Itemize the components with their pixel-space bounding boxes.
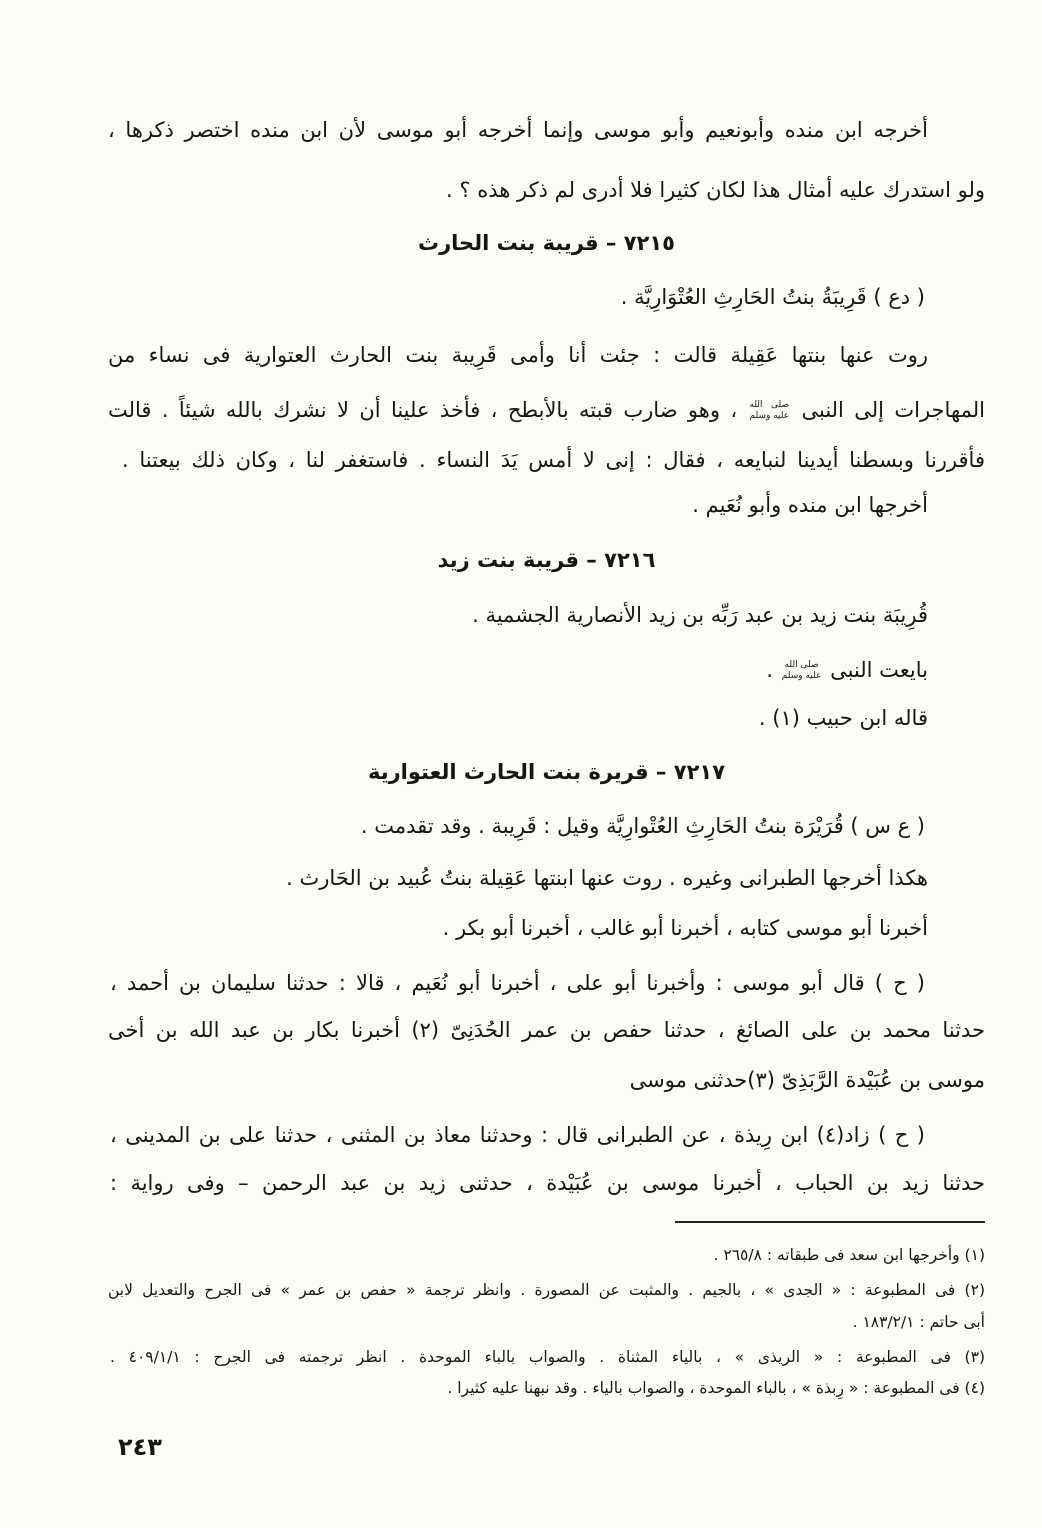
- entry-line: ( ع س ) قُرَيْرَة بنتُ الحَارِثِ العُتْوارِيَّة وقيل : قَرِيبة . وقد تقدمت .: [360, 814, 925, 838]
- footnote-line: أبى حاتم : ١٨٣/٢/١ .: [852, 1313, 985, 1331]
- footnote-line: (٣) فى المطبوعة : « الريذى » ، بالياء المثناة . والصواب بالباء الموحدة . انظر ترجمته فى الجرح : ٤٠٩/١/١ .: [110, 1348, 985, 1366]
- entry-line: موسى بن عُبَيْدة الرَّبَذِىّ (٣)حدثنى موسى: [629, 1068, 985, 1092]
- entry-line: حدثنا زيد بن الحباب ، أخبرنا موسى بن عُبَيْدة ، حدثنى زيد بن عبد الرحمن – وفى رواية :: [110, 1171, 985, 1195]
- footnote-line: (٤) فى المطبوعة : « رِبذة » ، بالباء الموحدة ، والصواب بالياء . وقد نبهنا عليه كثيرا .: [447, 1379, 985, 1397]
- entry-heading: ٧٢١٧ – قريرة بنت الحارث العتوارية: [367, 760, 726, 784]
- entry-line: أخرجها ابن منده وأبو نُعَيم .: [692, 493, 928, 517]
- entry-line: قُرِيبَة بنت زيد بن عبد رَبِّه بن زيد الأنصارية الجشمية .: [472, 603, 928, 627]
- footnote-line: (١) وأخرجها ابن سعد فى طبقاته : ٢٦٥/٨ .: [713, 1246, 985, 1264]
- intro-line: ولو استدرك عليه أمثال هذا لكان كثيرا فلا أدرى لم ذكر هذه ؟ .: [446, 178, 985, 202]
- entry-line-text: ، وهو ضارب قبته بالأبطح ، فأخذ علينا أن لا نشرك بالله شيئاً . قالت: [108, 398, 738, 422]
- footnote-line: (٢) فى المطبوعة : « الجدى » ، بالجيم . والمثبت عن المصورة . وانظر ترجمة « حفص بن عمر » فى الجرح والتعديل لابن: [108, 1281, 985, 1299]
- entry-line: [108, 650, 928, 690]
- entry-line: ( ح ) زاد(٤) ابن رِيذة ، عن الطبرانى قال : وحدثنا معاذ بن المثنى ، حدثنا على بن المدينى ،: [110, 1123, 925, 1147]
- page-number: ٢٤٣: [118, 1433, 162, 1461]
- entry-line: هكذا أخرجها الطبرانى وغيره . روت عنها ابنتها عَقِيلة بنتُ عُبيد بن الحَارث .: [286, 866, 928, 890]
- entry-line: أخبرنا أبو موسى كتابه ، أخبرنا أبو غالب ، أخبرنا أبو بكر .: [442, 916, 928, 940]
- honorific-ligature: صلى الله عليه وسلم: [749, 400, 790, 421]
- entry-line: [108, 390, 985, 430]
- entry-line-text: المهاجرات إلى النبى: [801, 398, 985, 422]
- entry-line: فأقررنا وبسطنا أيدينا لنبايعه ، فقال : إنى لا أمس يَدَ النساء . فاستغفر لنا ، وكان ذلك بيعتنا .: [122, 448, 985, 472]
- footnote-rule: [675, 1221, 985, 1223]
- entry-line-text: .: [766, 658, 774, 682]
- intro-line: أخرجه ابن منده وأبونعيم وأبو موسى وإنما أخرجه أبو موسى لأن ابن منده اختصر ذكرها ،: [108, 118, 928, 142]
- entry-heading: ٧٢١٥ – قريبة بنت الحارث: [417, 231, 675, 255]
- entry-line: حدثنا محمد بن على الصائغ ، حدثنا حفص بن عمر الحُدَنِىّ (٢) أخبرنا بكار بن عبد الله بن أخى: [108, 1018, 986, 1042]
- entry-heading: ٧٢١٦ – قريبة بنت زيد: [437, 548, 656, 572]
- honorific-ligature: صلى الله عليه وسلم: [781, 660, 822, 681]
- entry-line: ( دع ) قَرِيبَةُ بنتُ الحَارِثِ العُتْوَارِيَّة .: [620, 285, 925, 309]
- entry-line: قاله ابن حبيب (١) .: [758, 706, 928, 730]
- entry-line: ( ح ) قال أبو موسى : وأخبرنا أبو على ، أخبرنا أبو نُعَيم ، قالا : حدثنا سليمان بن أحمد ،: [110, 971, 925, 995]
- entry-line: روت عنها بنتها عَقِيلة قالت : جئت أنا وأمى قَرِيبة بنت الحارث العتوارية فى نساء من: [108, 343, 928, 367]
- entry-line-text: بايعت النبى: [830, 658, 928, 682]
